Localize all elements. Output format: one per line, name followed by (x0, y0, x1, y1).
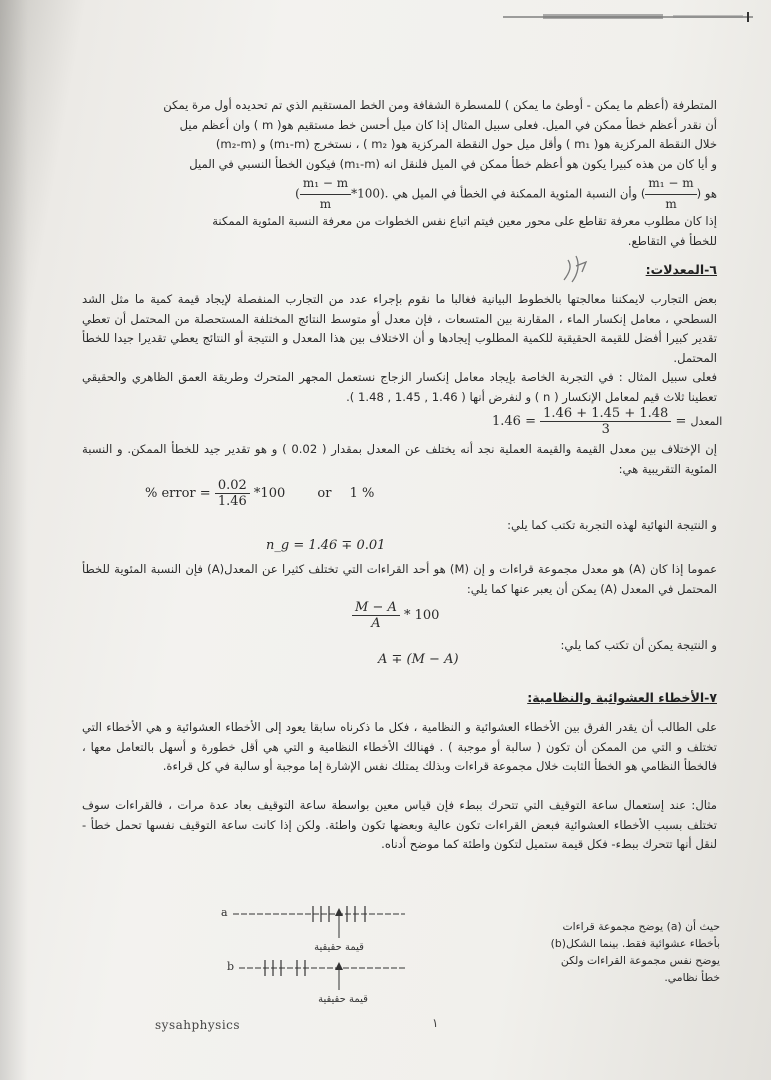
fraction-numerator: 1.46 + 1.45 + 1.48 (540, 406, 671, 422)
line: للخطأ في التقاطع. (627, 233, 717, 248)
average-fraction (540, 406, 671, 437)
fraction-denominator: 3 (601, 422, 610, 437)
paragraph-averages-intro: بعض التجارب لايمكننا معالجتها بالخطوط البيانية فغالبا ما نقوم بإجراء عدد من التجارب المنفصلة لإيجاد قيمة كمية ما مثل الشد السطحي ، معامل إنكسار الماء ، المقارنة بين المتسعات ، فإن معدل أو متوسط النتائج المختلفة المستحصلة من المحتمل أن تعطي تقدير كبيرا أفضل للقيمة الحقيقية للكمية المطلوب إيجادها و أن الاختلاف بين هذا المعدل و النتيجة أو النتائج يعطي تقديرا جيدا للخطأ المحتمل. (82, 292, 717, 365)
caption-line: يوضح نفس مجموعة القراءات ولكن (560, 954, 720, 967)
percent-error-expression: ( $\frac{\text{m₁ − m}}{m}$ *100). (295, 174, 388, 214)
binding-shadow (0, 0, 28, 1080)
line: إذا كان مطلوب معرفة تقاطع على محور معين فيتم اتباع نفس الخطوات من معرفة النسبة المئوية الممكنة (212, 214, 717, 228)
paragraph-random-systematic: على الطالب أن يقدر الفرق بين الأخطاء العشوائية و النظامية ، فكل ما ذكرناه سابقا يعود إلى الأخطاء العشوائية و هي الأخطاء التي تختلف و التي من الممكن أن تكون ( سالبة أو موجبة ) . فهنالك الأخطاء النظامية و التي هي أقل خطورة و أسهل بالتعامل معها ، فالخطأ النظامي هو الخطأ الثابت خلال مجموعة قراءات وبذلك يمتلك نفس الإشارة إما موجبة أو سالبة في كل قراءة. (82, 720, 717, 773)
arrow-head-a (335, 908, 343, 916)
fraction-numerator: 0.02 (215, 478, 250, 494)
fraction-denominator: A (371, 616, 381, 631)
arrow-head-b (335, 962, 343, 970)
line: أن نقدر أعظم خطأ ممكن في الميل. فعلى سبيل المثال إذا كان ميل أحسن خط مستقيم هو( m ) وان أعظم ميل (179, 117, 717, 132)
percent-value: 1 % (349, 486, 375, 501)
percent-error-label: % error = (145, 486, 211, 501)
average-value: 1.46 (492, 414, 521, 429)
footer-site: sysahphysics (155, 1018, 241, 1032)
paragraph-refraction-example: فعلى سبيل المثال : في التجربة الخاصة بإيجاد معامل إنكسار الزجاج نستعمل المجهر المتحرك وطريقة العمق الظاهري والحقيقي تعطينا ثلاث قيم لمعامل الإنكسار ( n ) و لنفرض أنها ( 1.46 , 1.45 , 1.48 ). (82, 370, 717, 404)
caption-line: حيث أن (a) يوضح مجموعة قراءات (562, 920, 720, 933)
text-percentage: وأن النسبة المئوية الممكنة في الخطأ في الميل هي (392, 186, 638, 201)
label-a: a (221, 906, 228, 919)
average-label: المعدل (690, 415, 723, 428)
paragraph-difference: إن الإختلاف بين معدل القيمة والقيمة العملية نجد أنه يختلف عن المعدل بمقدار ( 0.02 ) و هو تقدير جيد للخطأ الممكن. و النسبة المئوية التقريبية هي: (82, 442, 717, 476)
percent-error-fraction (215, 478, 250, 509)
paragraph-intercept (82, 212, 717, 251)
true-value-label-a: قيمة حقيقية (314, 942, 364, 953)
label-b: b (227, 960, 235, 973)
line: خلال النقطة المركزية هو( m₁ ) وأقل ميل حول النقطة المركزية هو( m₂ ) ، نستخرج (m₁-m) و (m₂-m) (215, 137, 717, 151)
paragraph-result-form: و النتيجة يمكن أن تكتب كما يلي: (560, 638, 717, 652)
caption-line: بأخطاء عشوائية فقط. بينما الشكل(b) (550, 937, 720, 950)
paragraph-final-result: و النتيجة النهائية لهذه التجربة تكتب كما يلي: (507, 518, 717, 532)
diagram-caption (520, 918, 720, 986)
error-diagram (215, 898, 415, 1008)
true-value-label-b: قيمة حقيقية (318, 994, 368, 1005)
general-result-equation: A ∓ (M − A) (378, 652, 459, 667)
caption-line: خطأ نظامي. (664, 971, 720, 984)
section-heading-errors: ٧-الأخطاء العشوائية والنظامية: (527, 690, 717, 705)
scanner-header-mark (503, 10, 753, 24)
section-heading-averages: ٦-المعدلات: (645, 262, 717, 277)
slope-relative-error-line: هو ( $\frac{\text{m₁ − m}}{m}$ ) وأن النسبة المئوية الممكنة في الخطأ في الميل هي ( $\frac{\text{m₁ − m}}{m}$ *100). (240, 174, 717, 214)
or-word: or (317, 486, 332, 501)
paragraph-slope-error (82, 96, 717, 174)
fraction-denominator: m (665, 196, 677, 211)
general-fraction (352, 600, 400, 631)
pencil-annotation-icon (560, 252, 596, 286)
multiplier: *100 (351, 186, 380, 201)
line: و أيا كان من هذه كبيرا يكون هو أعظم خطأ ممكن في الميل فلنقل انه (m₁-m) فيكون الخطأ النسبي في الميل (189, 156, 717, 171)
fraction-numerator: m₁ − m (645, 174, 696, 195)
average-equation: 1.46 = $\frac{1.46 + 1.45 + 1.48}{3}$ = المعدل (492, 406, 723, 437)
multiplier: * 100 (404, 608, 440, 623)
line: المتطرفة (أعظم ما يمكن - أوطئ ما يمكن ) للمسطرة الشفافة ومن الخط المستقيم الذي تم تحديده أول مرة يمكن (163, 98, 717, 112)
page-number: ١ (432, 1016, 439, 1030)
relative-error-fraction (645, 174, 696, 214)
fraction-denominator: m (319, 196, 332, 211)
percent-error-equation (145, 478, 374, 509)
paragraph-stopwatch-example: مثال: عند إستعمال ساعة التوقيف التي تتحرك ببطء فإن قياس معين بواسطة ساعة التوقيف بعاد عدة مرات ، فالقراءات سوف تختلف بسبب الأخطاء العشوائية فبعض القراءات تكون عالية وبعضها تكون واطئة. ولكن إذا كانت ساعة التوقيف نفسها تحمل خطأ - لنقل أنها تتحرك ببطء- فكل قيمة ستميل لتكون واطئة كما موضح أدناه. (82, 798, 717, 851)
fraction-denominator: 1.46 (217, 494, 247, 509)
fraction-numerator: m₁ − m (300, 174, 351, 195)
general-percent-equation (352, 600, 439, 631)
multiplier: *100 (253, 486, 286, 501)
text-hu: هو (704, 186, 717, 201)
fraction-numerator: M − A (352, 600, 400, 616)
paragraph-general-case: عموما إذا كان (A) هو معدل مجموعة قراءات و إن (M) هو أحد القراءات التي تختلف كثيرا عن المعدل(A) فإن النسبة المئوية للخطأ المحتمل في المعدل (A) يمكن أن يعبر عنها كما يلي: (82, 562, 717, 596)
final-result-equation: n_g = 1.46 ∓ 0.01 (266, 538, 386, 553)
